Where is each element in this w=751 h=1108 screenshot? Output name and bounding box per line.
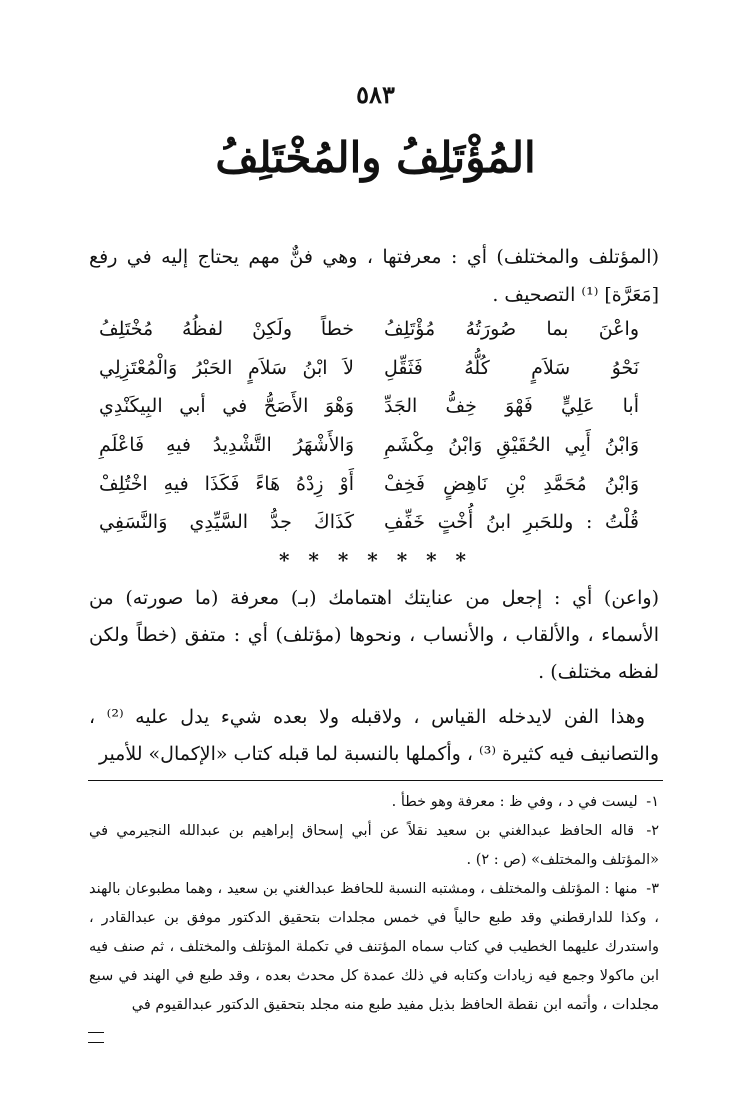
verse-line bbox=[99, 310, 639, 349]
section-separator: * * * * * * * bbox=[279, 548, 472, 572]
verse-second-hemistich: كَذَاكَ جدُّ السَّيِّدِي وَالنَّسَفِي bbox=[99, 511, 354, 534]
intro-paragraph: (المؤتلف والمختلف) أي : معرفتها ، وهي فنٌّ مهم يحتاج إليه في رفع [مَعَرَّة] ⁽¹⁾ التصحيف . bbox=[89, 246, 659, 306]
footnote-divider bbox=[88, 780, 663, 781]
verse-second-hemistich: لاَ ابْنُ سَلاَمٍ الحَبْرُ وَالْمُعْتَزِلِي bbox=[99, 356, 354, 379]
verse-line bbox=[99, 464, 639, 503]
verse-first-hemistich: وَابْنُ أَبِي الحُقَيْقِ وَابْنُ مِكْشَمِ bbox=[384, 434, 639, 457]
footnote bbox=[89, 875, 659, 1020]
verse-second-hemistich: خطاً ولَكِنْ لفظُهُ مُخْتَلِفُ bbox=[99, 318, 354, 341]
commentary-paragraph: (واعن) أي : إجعل من عنايتك اهتمامك (بـ) معرفة (ما صورته) من الأسماء ، والألقاب ، والأنساب ، ونحوها (مؤتلف) أي : متفق (خطاً ولكن لفظه مختلف) . bbox=[89, 587, 659, 683]
verse-second-hemistich: وَهْوَ الأَصَحُّ في أبي البِيكَنْدِي bbox=[99, 395, 354, 418]
verse-second-hemistich: أَوْ زِدْهُ هَاءً فَكَذَا فيهِ اخْتُلِفْ bbox=[99, 472, 354, 495]
footnote-number: ١- bbox=[646, 794, 659, 810]
verse-block bbox=[99, 310, 639, 542]
footnote bbox=[89, 817, 659, 875]
verse-line bbox=[99, 387, 639, 426]
verse-first-hemistich: وَابْنُ مُحَمَّدِ بْنِ نَاهِضٍ فَخِفْ bbox=[384, 472, 639, 495]
verse-first-hemistich: نَحْوُ سَلاَمٍ كُلُّهُ فَثَقِّلِ bbox=[384, 356, 639, 379]
footnote-text: قاله الحافظ عبدالغني بن سعيد نقلاً عن أبي إسحاق إبراهيم بن عبدالله النجيرمي في «المؤتلف والمختلف» (ص : ٢) . bbox=[89, 823, 659, 868]
footnote-number: ٣- bbox=[646, 881, 659, 897]
verse-first-hemistich: أبا عَلِيٍّ فَهْوَ خِفُّ الجَدِّ bbox=[384, 395, 639, 418]
verse-line bbox=[99, 426, 639, 465]
verse-second-hemistich: وَالأَشْهَرُ التَّشْدِيدُ فيهِ فَاعْلَمِ bbox=[99, 434, 354, 457]
verse-first-hemistich: واعْنَ بما صُورَتُهُ مُؤْتَلِفُ bbox=[384, 318, 639, 341]
chapter-title: المُؤْتَلِفُ والمُخْتَلِفُ bbox=[215, 133, 536, 182]
page-number: ٥٨٣ bbox=[356, 80, 395, 109]
footnote bbox=[89, 788, 659, 817]
verse-line bbox=[99, 503, 639, 542]
verse-first-hemistich: قُلْتُ : وللحَبرِ ابنُ أُخْتٍ خَفِّفِ bbox=[384, 511, 639, 534]
footnote-text: ليست في د ، وفي ظ : معرفة وهو خطأ . bbox=[391, 794, 638, 810]
commentary-paragraph: وهذا الفن لايدخله القياس ، ولاقبله ولا بعده شيء يدل عليه ⁽²⁾ ، والتصانيف فيه كثيرة ⁽³⁾ ، وأكملها بالنسبة لما قبله كتاب «الإكمال» للأمير bbox=[89, 706, 659, 765]
continuation-mark bbox=[88, 1032, 104, 1043]
footnote-text: منها : المؤتلف والمختلف ، ومشتبه النسبة للحافظ عبدالغني بن سعيد ، وهما مطبوعان بالهند ، وكذا للدارقطني وقد طبع حالياً في خمس مجلدات بتحقيق الدكتور موفق بن عبدالقادر ، واستدرك عليهما الخطيب في كتاب سماه المؤتنف في تكملة المؤتلف والمختلف ، ثم صنف فيه ابن ماكولا وجمع فيه زيادات وكتابه في ذلك عمدة كل محدث بعده ، وقد طبع في الهند في سبع مجلدات ، وأتمه ابن نقطة الحافظ بذيل مفيد طبع منه مجلد بتحقيق الدكتور عبدالقيوم في bbox=[89, 881, 659, 1013]
footnote-number: ٢- bbox=[646, 823, 660, 839]
footnotes bbox=[89, 788, 659, 1020]
verse-line bbox=[99, 349, 639, 388]
commentary bbox=[89, 580, 659, 781]
